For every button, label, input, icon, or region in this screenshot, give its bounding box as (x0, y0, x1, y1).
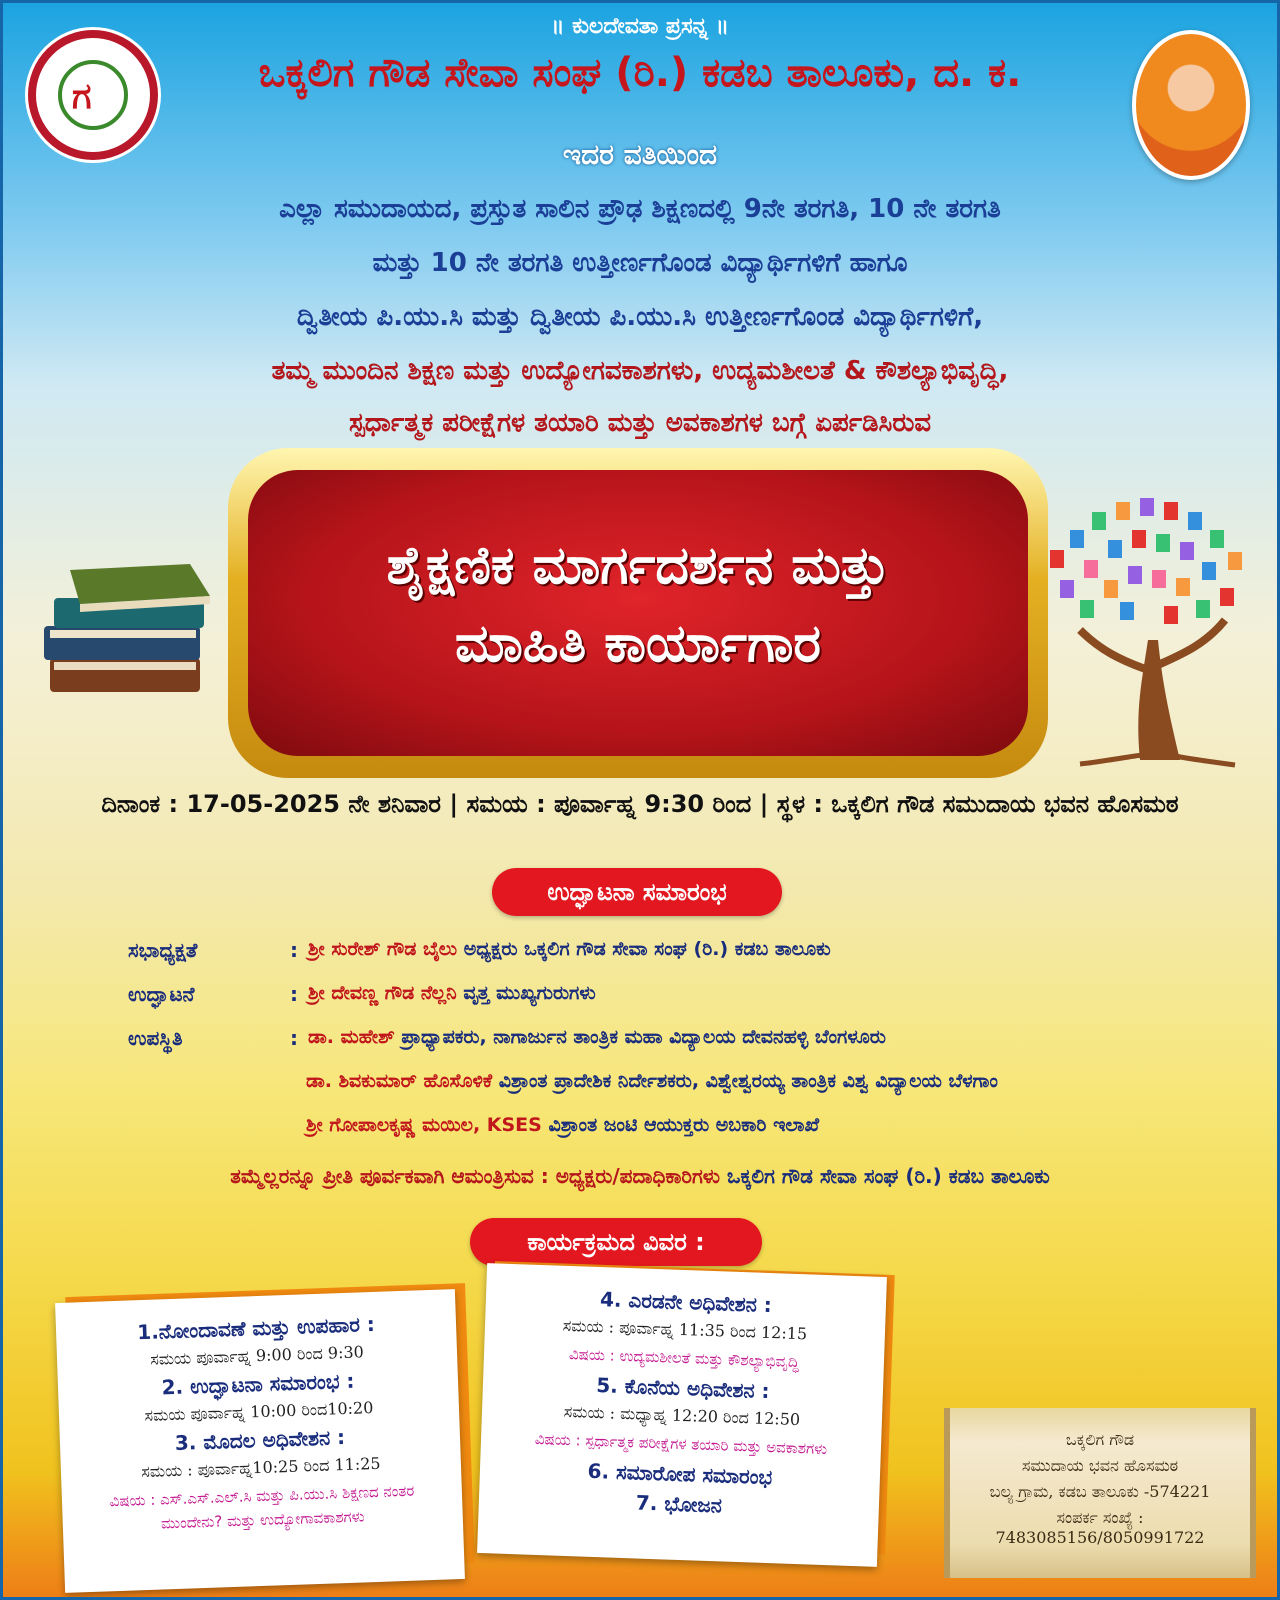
program-subject-4: ವಿಷಯ : ಉದ್ಯಮಶೀಲತೆ ಮತ್ತು ಕೌಶಲ್ಯಾಭಿವೃದ್ಧಿ (568, 1345, 800, 1372)
guest-row-5 (306, 1114, 819, 1136)
guest-name: ಶ್ರೀ ದೇವಣ್ಣ ಗೌಡ ನೆಲ್ಲನಿ (308, 982, 457, 1004)
guest-desc: ಪ್ರಾಧ್ಯಾಪಕರು, ನಾಗಾರ್ಜುನ ತಾಂತ್ರಿಕ ಮಹಾ ವಿದ್ಯಾಲಯ ದೇವನಹಳ್ಳಿ ಬೆಂಗಳೂರು (401, 1026, 886, 1048)
intro-line-5: ಸ್ಪರ್ಧಾತ್ಮಕ ಪರೀಕ್ಷೆಗಳ ತಯಾರಿ ಮತ್ತು ಅವಕಾಶಗಳ ಬಗ್ಗೆ ಏರ್ಪಡಿಸಿರುವ (348, 408, 932, 438)
guest-name: ಶ್ರೀ ಗೋಪಾಲಕೃಷ್ಣ ಮಯಿಲ, KSES (306, 1114, 542, 1136)
intro-line-3: ದ್ವಿತೀಯ ಪಿ.ಯು.ಸಿ ಮತ್ತು ದ್ವಿತೀಯ ಪಿ.ಯು.ಸಿ ಉತ್ತೀರ್ಣಗೊಂಡ ವಿದ್ಯಾರ್ಥಿಗಳಿಗೆ, (296, 302, 984, 332)
program-item-5: 5. ಕೊನೆಯ ಅಧಿವೇಶನ : (595, 1373, 770, 1404)
guest-row-4 (306, 1070, 998, 1092)
guest-row-3 (308, 1026, 886, 1048)
address-line-3: ಬಲ್ಯ ಗ್ರಾಮ, ಕಡಬ ತಾಲೂಕು -574221 (989, 1482, 1211, 1501)
book-tree-icon (1030, 490, 1260, 770)
invitation-text: ತಮ್ಮೆಲ್ಲರನ್ನೂ ಪ್ರೀತಿ ಪೂರ್ವಕವಾಗಿ ಆಮಂತ್ರಿಸುವ : ಅಧ್ಯಕ್ಷರು/ಪದಾಧಿಕಾರಿಗಳು (230, 1164, 721, 1188)
banner-title-line-1: ಶೈಕ್ಷಣಿಕ ಮಾರ್ಗದರ್ಶನ ಮತ್ತು (386, 536, 890, 596)
guest-label-president: ಸಭಾಧ್ಯಕ್ಷತೆ (128, 938, 198, 962)
guest-desc: ವಿಶ್ರಾಂತ ಜಂಟಿ ಆಯುಕ್ತರು ಅಬಕಾರಿ ಇಲಾಖೆ (548, 1114, 820, 1136)
inauguration-heading: ಉದ್ಘಾಟನಾ ಸಮಾರಂಭ (492, 868, 782, 916)
address-line-1: ಒಕ್ಕಲಿಗ ಗೌಡ (1065, 1430, 1135, 1449)
program-subject-3b: ಮುಂದೇನು? ಮತ್ತು ಉದ್ಯೋಗಾವಕಾಶಗಳು (160, 1507, 365, 1533)
colon: : (290, 982, 298, 1006)
organization-title: ಒಕ್ಕಲಿಗ ಗೌಡ ಸೇವಾ ಸಂಘ (ರಿ.) ಕಡಬ ತಾಲೂಕು, ದ. ಕ. (258, 50, 1022, 96)
organization-logo-icon: ಗ (28, 30, 158, 160)
program-time-5: ಸಮಯ : ಮಧ್ಯಾಹ್ನ 12:20 ರಿಂದ 12:50 (563, 1401, 801, 1430)
intro-line-2: ಮತ್ತು 10 ನೇ ತರಗತಿ ಉತ್ತೀರ್ಣಗೊಂಡ ವಿದ್ಯಾರ್ಥಿಗಳಿಗೆ ಹಾಗೂ (372, 248, 908, 278)
guest-row-1 (308, 938, 831, 960)
guest-row-2 (308, 982, 596, 1004)
intro-line-1: ಎಲ್ಲಾ ಸಮುದಾಯದ, ಪ್ರಸ್ತುತ ಸಾಲಿನ ಪ್ರೌಢ ಶಿಕ್ಷಣದಲ್ಲಿ 9ನೇ ತರಗತಿ, 10 ನೇ ತರಗತಿ (279, 194, 1001, 224)
program-subject-3a: ವಿಷಯ : ಎಸ್.ಎಸ್.ಎಲ್.ಸಿ ಮತ್ತು ಪಿ.ಯು.ಸಿ ಶಿಕ್ಷಣದ ನಂತರ (109, 1481, 415, 1511)
contact-numbers: ಸಂಪರ್ಕ ಸಂಖ್ಯೆ : 7483085156/8050991722 (995, 1508, 1205, 1547)
program-time-1: ಸಮಯ ಪೂರ್ವಾಹ್ನ 9:00 ರಿಂದ 9:30 (149, 1342, 365, 1369)
program-item-2: 2. ಉದ್ಘಾಟನಾ ಸಮಾರಂಭ : (161, 1368, 355, 1400)
banner-panel (248, 470, 1028, 756)
by-line: ಇದರ ವತಿಯಿಂದ (562, 138, 718, 171)
guest-label-presence: ಉಪಸ್ಥಿತಿ (128, 1026, 183, 1050)
program-heading: ಕಾರ್ಯಕ್ರಮದ ವಿವರ : (470, 1218, 762, 1266)
program-item-1: 1.ನೋಂದಾವಣೆ ಮತ್ತು ಉಪಹಾರ : (136, 1311, 376, 1345)
guest-name: ಡಾ. ಮಹೇಶ್ (308, 1026, 395, 1048)
program-item-4: 4. ಎರಡನೇ ಅಧಿವೇಶನ : (599, 1287, 773, 1318)
address-line-2: ಸಮುದಾಯ ಭವನ ಹೊಸಮಠ (1021, 1456, 1179, 1475)
program-time-2: ಸಮಯ ಪೂರ್ವಾಹ್ನ 10:00 ರಿಂದ10:20 (144, 1398, 374, 1426)
guest-name: ಡಾ. ಶಿವಕುಮಾರ್ ಹೊಸೊಳಿಕೆ (306, 1070, 493, 1092)
program-item-3: 3. ಮೊದಲ ಅಧಿವೇಶನ : (174, 1425, 346, 1455)
program-time-3: ಸಮಯ : ಪೂರ್ವಾಹ್ನ10:25 ರಿಂದ 11:25 (140, 1453, 381, 1482)
address-scroll (944, 1408, 1256, 1578)
invitation-org: ಒಕ್ಕಲಿಗ ಗೌಡ ಸೇವಾ ಸಂಘ (ರಿ.) ಕಡಬ ತಾಲೂಕು (727, 1164, 1050, 1188)
program-card-2 (477, 1263, 887, 1567)
event-info-line: ದಿನಾಂಕ : 17-05-2025 ನೇ ಶನಿವಾರ | ಸಮಯ : ಪೂರ್ವಾಹ್ನ 9:30 ರಿಂದ | ಸ್ಥಳ : ಒಕ್ಕಲಿಗ ಗೌಡ ಸಮುದಾಯ ಭವನ ಹೊಸಮಠ (101, 790, 1179, 818)
books-stack-icon (40, 560, 220, 710)
top-tagline: ॥ ಕುಲದೇವತಾ ಪ್ರಸನ್ನ ॥ (551, 14, 729, 39)
banner-title-line-2: ಮಾಹಿತಿ ಕಾರ್ಯಾಗಾರ (455, 614, 821, 674)
colon: : (290, 938, 298, 962)
program-card-1 (55, 1289, 465, 1593)
invitation-line (0, 1164, 1280, 1188)
program-subject-5: ವಿಷಯ : ಸ್ಪರ್ಧಾತ್ಮಕ ಪರೀಕ್ಷೆಗಳ ತಯಾರಿ ಮತ್ತು ಅವಕಾಶಗಳು (534, 1429, 828, 1459)
guest-name: ಶ್ರೀ ಸುರೇಶ್ ಗೌಡ ಬೈಲು (308, 938, 458, 960)
intro-line-4: ತಮ್ಮ ಮುಂದಿನ ಶಿಕ್ಷಣ ಮತ್ತು ಉದ್ಯೋಗವಕಾಶಗಳು, ಉದ್ಯಮಶೀಲತೆ & ಕೌಶಲ್ಯಾಭಿವೃದ್ಧಿ, (271, 356, 1009, 386)
guest-label-inauguration: ಉದ್ಘಾಟನೆ (128, 982, 195, 1006)
program-item-7: 7. ಭೋಜನ (635, 1490, 723, 1518)
program-item-6: 6. ಸಮಾರೋಪ ಸಮಾರಂಭ (587, 1458, 773, 1490)
colon: : (290, 1026, 298, 1050)
guest-desc: ವೃತ್ತ ಮುಖ್ಯಗುರುಗಳು (463, 982, 596, 1004)
guest-desc: ವಿಶ್ರಾಂತ ಪ್ರಾದೇಶಿಕ ನಿರ್ದೇಶಕರು, ವಿಶ್ವೇಶ್ವರಯ್ಯ ತಾಂತ್ರಿಕ ವಿಶ್ವ ವಿದ್ಯಾಲಯ ಬೆಳಗಾಂ (498, 1070, 998, 1092)
guest-desc: ಅಧ್ಯಕ್ಷರು ಒಕ್ಕಲಿಗ ಗೌಡ ಸೇವಾ ಸಂಘ (ರಿ.) ಕಡಬ ತಾಲೂಕು (463, 938, 831, 960)
program-time-4: ಸಮಯ : ಪೂರ್ವಾಹ್ನ 11:35 ರಿಂದ 12:15 (562, 1315, 808, 1344)
